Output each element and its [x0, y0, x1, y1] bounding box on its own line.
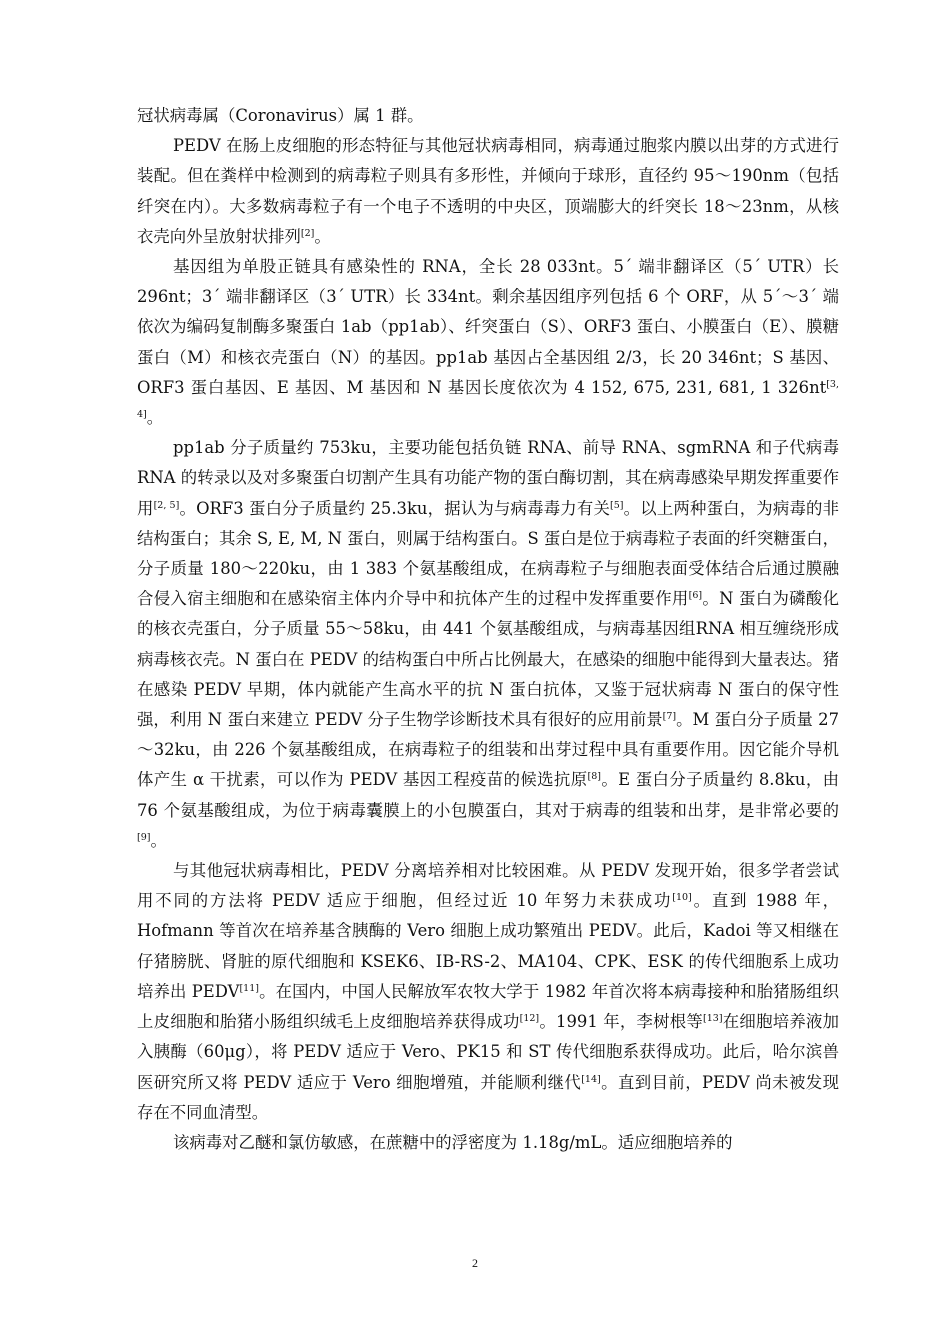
citation-marker: [13] [703, 1013, 723, 1025]
paragraph: 该病毒对乙醚和氯仿敏感，在蔗糖中的浮密度为 1.18g/mL。适应细胞培养的 [173, 1132, 733, 1152]
paragraph: PEDV 在肠上皮细胞的形态特征与其他冠状病毒相同，病毒通过胞浆内膜以出芽的方式进行装配。但在粪样中检测到的病毒粒子则具有多形性，并倾向于球形，直径约 95～190nm（包括纤突在内）。大多数病毒粒子有一个电子不透明的中央区，顶端膨大的纤突长 18～23nm，从核衣壳向外呈放射状排列[2]。 [137, 136, 839, 246]
paragraph: pp1ab 分子质量约 753ku，主要功能包括负链 RNA、前导 RNA、sgmRNA 和子代病毒 RNA 的转录以及对多聚蛋白切割产生具有功能产物的蛋白酶切割，其在病毒感染早期发挥重要作用[2, 5]。ORF3 蛋白分子质量约 25.3ku，据认为与病毒毒力有关[5]。以上两种蛋白，为病毒的非结构蛋白；其余 S, E, M, N 蛋白，则属于结构蛋白。S 蛋白是位于病毒粒子表面的纤突糖蛋白，分子质量 180～220ku，由 1 383 个氨基酸组成，在病毒粒子与细胞表面受体结合后通过膜融合侵入宿主细胞和在感染宿主体内介导中和抗体产生的过程中发挥重要作用[6]。N 蛋白为磷酸化的核衣壳蛋白，分子质量 55～58ku，由 441 个氨基酸组成，与病毒基因组RNA 相互缠绕形成病毒核衣壳。N 蛋白在 PEDV 的结构蛋白中所占比例最大，在感染的细胞中能得到大量表达。猪在感染 PEDV 早期，体内就能产生高水平的抗 N 蛋白抗体，又鉴于冠状病毒 N 蛋白的保守性强，利用 N 蛋白来建立 PEDV 分子生物学诊断技术具有很好的应用前景[7]。M 蛋白分子质量 27～32ku，由 226 个氨基酸组成，在病毒粒子的组装和出芽过程中具有重要作用。因它能介导机体产生 α 干扰素，可以作为 PEDV 基因工程疫苗的候选抗原[8]。E 蛋白分子质量约 8.8ku，由 76 个氨基酸组成，为位于病毒囊膜上的小包膜蛋白，其对于病毒的组装和出芽，是非常必要的[9]。 [137, 438, 840, 850]
citation-marker: [2, 5] [153, 499, 180, 511]
paragraph: 与其他冠状病毒相比，PEDV 分离培养相对比较困难。从 PEDV 发现开始，很多学者尝试用不同的方法将 PEDV 适应于细胞，但经过近 10 年努力未获成功[10]。直到 1988 年，Hofmann 等首次在培养基含胰酶的 Vero 细胞上成功繁殖出 PEDV。此后，Kadoi 等又相继在仔猪膀胱、肾脏的原代细胞和 KSEK6、IB-RS-2、MA104、CPK、ESK 的传代细胞系上成功培养出 PEDV[11]。在国内，中国人民解放军农牧大学于 1982 年首次将本病毒接种和胎猪肠组织上皮细胞和胎猪小肠组织绒毛上皮细胞培养获得成功[12]。1991 年，李树根等[13]在细胞培养液加入胰酶（60μg），将 PEDV 适应于 Vero、PK15 和 ST 传代细胞系获得成功。此后，哈尔滨兽医研究所又将 PEDV 适应于 Vero 细胞增殖，并能顺利继代[14]。直到目前，PEDV 尚未被发现存在不同血清型。 [137, 861, 840, 1122]
citation-marker: [14] [581, 1073, 601, 1085]
paragraph: 基因组为单股正链具有感染性的 RNA，全长 28 033nt。5´ 端非翻译区（5´ UTR）长 296nt；3´ 端非翻译区（3´ UTR）长 334nt。剩余基因组序列包括 6 个 ORF，从 5´～3´ 端依次为编码复制酶多聚蛋白 1ab（pp1ab）、纤突蛋白（S）、ORF3 蛋白、小膜蛋白（E）、膜糖蛋白（M）和核衣壳蛋白（N）的基因。pp1ab 基因占全基因组 2/3，长 20 346nt；S 基因、ORF3 蛋白基因、E 基因、M 基因和 N 基因长度依次为 4 152, 675, 231, 681, 1 326nt[3, 4]。 [137, 257, 839, 428]
citation-marker: [9] [137, 831, 151, 843]
citation-marker: [8] [587, 771, 601, 783]
body-text [137, 101, 839, 1158]
paragraph: 冠状病毒属（Coronavirus）属 1 群。 [137, 106, 424, 125]
citation-marker: [11] [239, 982, 259, 994]
citation-marker: [12] [519, 1013, 540, 1025]
page-number: 2 [472, 1256, 478, 1270]
citation-marker: [6] [688, 590, 703, 602]
citation-marker: [5] [610, 499, 624, 511]
citation-marker: [7] [662, 711, 677, 723]
citation-marker: [10] [672, 892, 692, 904]
citation-marker: [2] [300, 227, 315, 239]
citation-marker: [3, 4] [137, 378, 839, 421]
